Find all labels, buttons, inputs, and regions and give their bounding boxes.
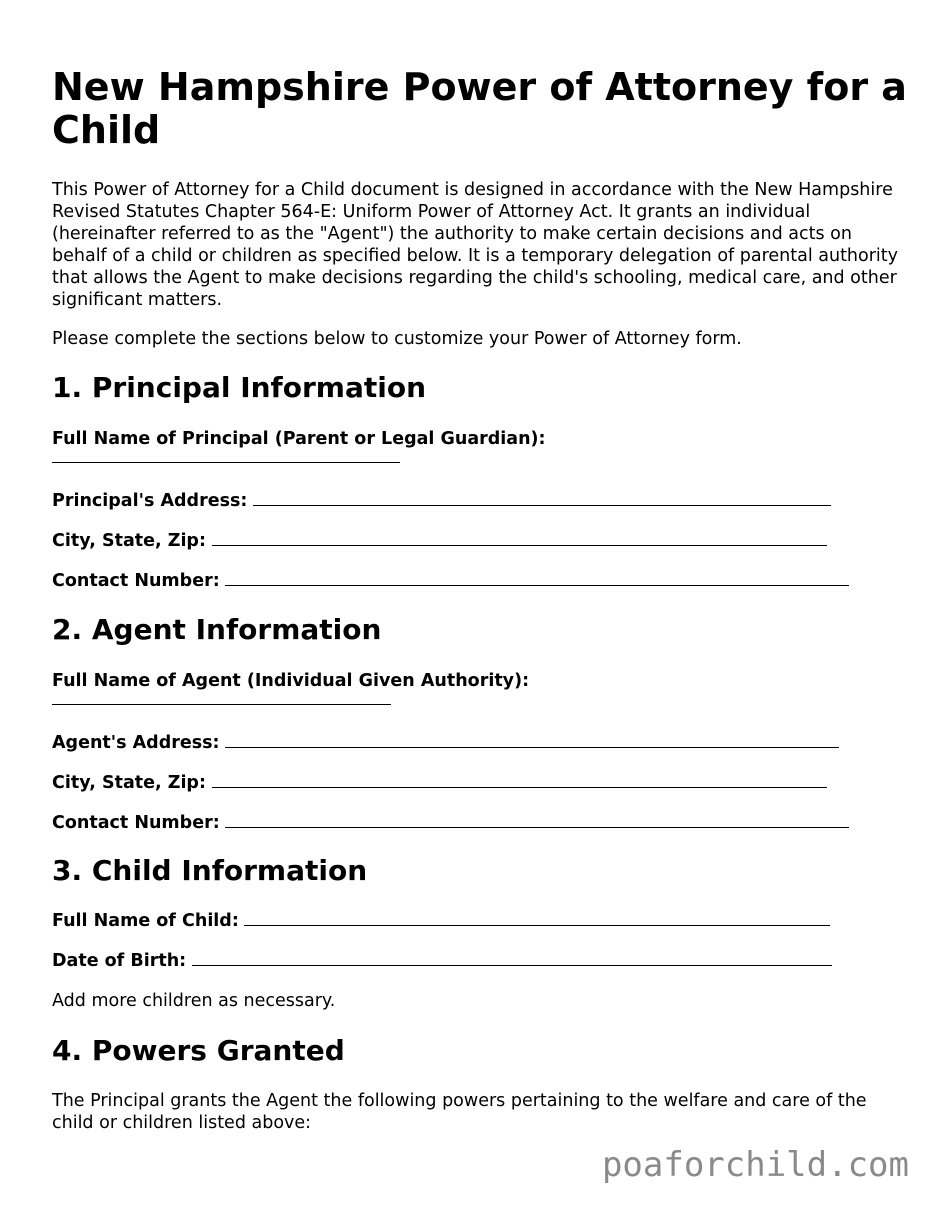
child-dob-label: Date of Birth:	[52, 951, 187, 971]
child-note: Add more children as necessary.	[52, 991, 336, 1011]
principal-contact-blank[interactable]	[225, 570, 849, 586]
section-heading-powers: 4. Powers Granted	[52, 1034, 345, 1067]
child-name-label: Full Name of Child:	[52, 911, 239, 931]
principal-city-label: City, State, Zip:	[52, 531, 206, 551]
intro-paragraph: This Power of Attorney for a Child document is designed in accordance with the New Hampshire Revised Statutes Chapter 564-E: Uniform Power of Attorney Act. It grants an individual (hereinafter referred to as the "Agent") the authority to make certain decisions and acts on behalf of a child or children as specified below. It is a temporary delegation of parental authority that allows the Agent to make decisions regarding the child's schooling, medical care, and other significant matters.	[52, 180, 899, 310]
agent-city-field[interactable]	[52, 772, 827, 794]
child-dob-blank[interactable]	[192, 950, 832, 966]
principal-name-field[interactable]	[52, 428, 546, 463]
agent-city-blank[interactable]	[212, 772, 827, 788]
principal-city-blank[interactable]	[212, 530, 827, 546]
child-name-blank[interactable]	[244, 910, 830, 926]
principal-address-blank[interactable]	[253, 490, 831, 506]
principal-name-blank[interactable]	[52, 462, 400, 463]
agent-contact-field[interactable]	[52, 812, 849, 834]
instructions-paragraph: Please complete the sections below to customize your Power of Attorney form.	[52, 329, 742, 349]
agent-name-field[interactable]	[52, 670, 529, 705]
section-heading-agent: 2. Agent Information	[52, 613, 382, 646]
watermark: poaforchild.com	[601, 1145, 909, 1185]
principal-name-label: Full Name of Principal (Parent or Legal Guardian):	[52, 429, 546, 449]
document-title: New Hampshire Power of Attorney for a Child	[52, 65, 907, 152]
child-dob-field[interactable]	[52, 950, 832, 972]
principal-contact-field[interactable]	[52, 570, 849, 592]
agent-address-blank[interactable]	[225, 732, 839, 748]
agent-contact-label: Contact Number:	[52, 813, 220, 833]
child-name-field[interactable]	[52, 910, 830, 932]
agent-city-label: City, State, Zip:	[52, 773, 206, 793]
powers-paragraph: The Principal grants the Agent the following powers pertaining to the welfare and care of the child or children listed above:	[52, 1091, 867, 1133]
principal-city-field[interactable]	[52, 530, 827, 552]
agent-name-blank[interactable]	[52, 704, 391, 705]
principal-address-field[interactable]	[52, 490, 831, 512]
section-heading-child: 3. Child Information	[52, 854, 368, 887]
agent-address-field[interactable]	[52, 732, 839, 754]
principal-address-label: Principal's Address:	[52, 491, 248, 511]
agent-address-label: Agent's Address:	[52, 733, 220, 753]
agent-contact-blank[interactable]	[225, 812, 849, 828]
agent-name-label: Full Name of Agent (Individual Given Authority):	[52, 671, 530, 691]
section-heading-principal: 1. Principal Information	[52, 371, 427, 404]
principal-contact-label: Contact Number:	[52, 571, 220, 591]
